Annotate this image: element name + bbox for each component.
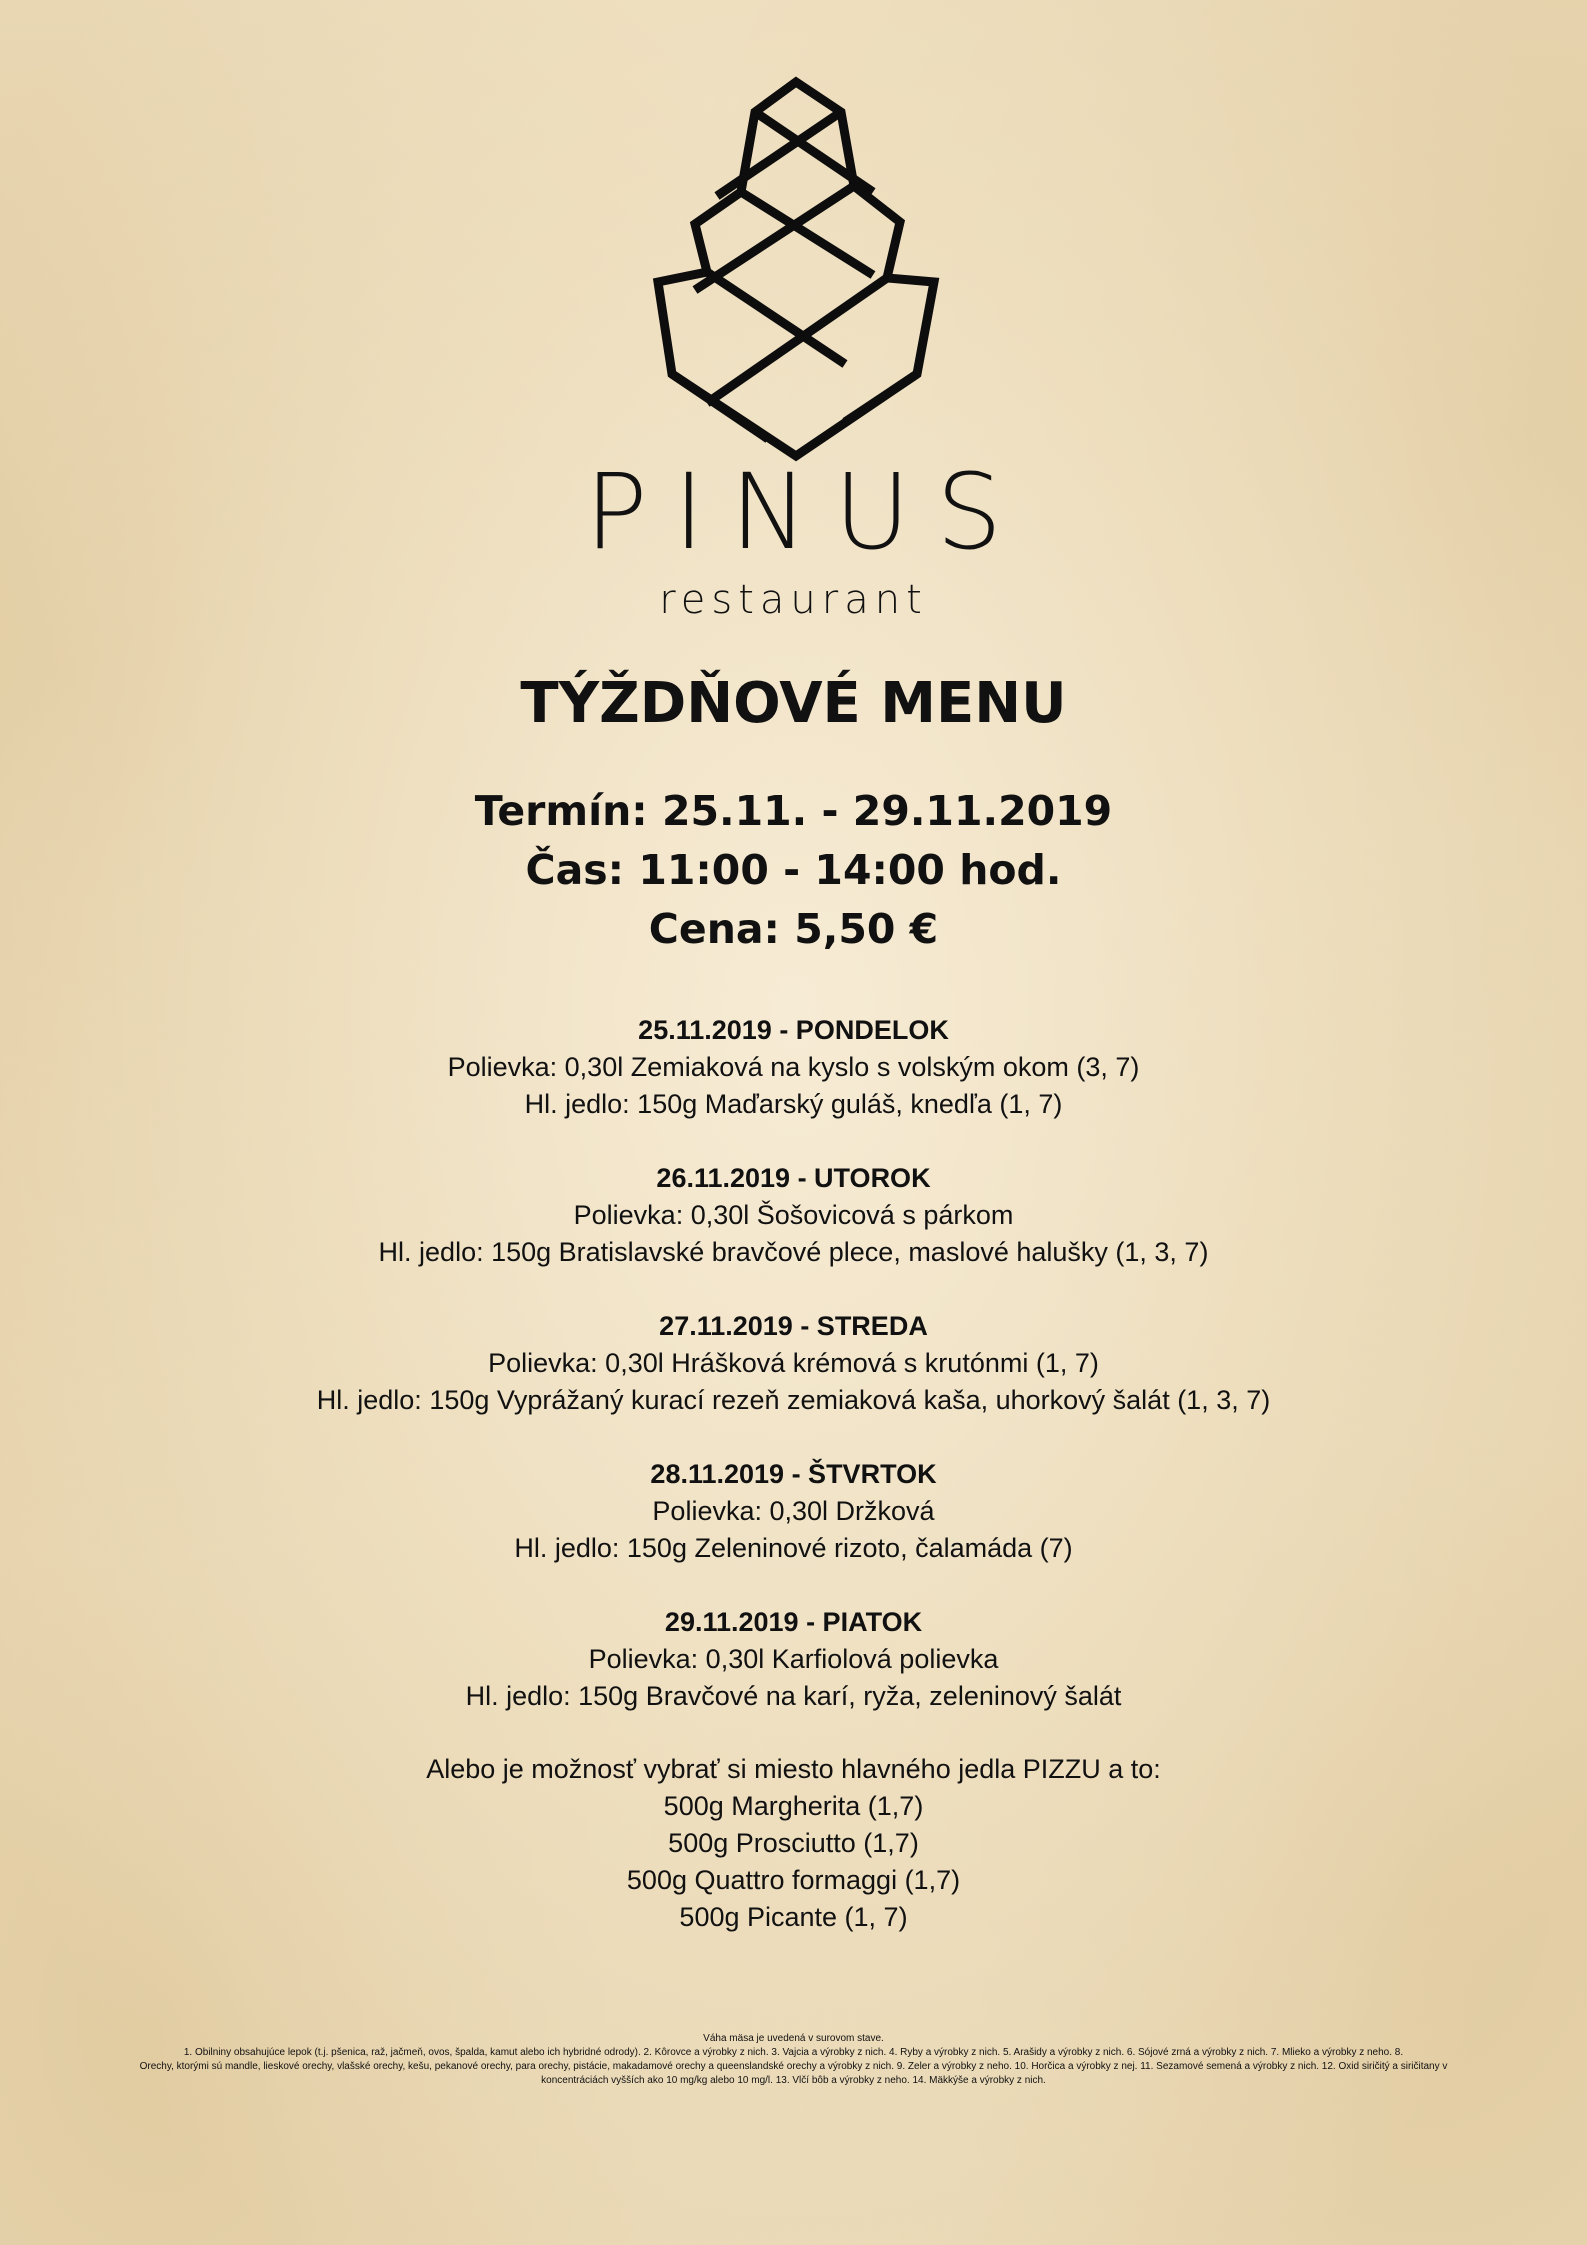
menu-term: Termín: 25.11. - 29.11.2019: [474, 787, 1113, 835]
menu-price: Cena: 5,50 €: [648, 905, 939, 953]
day-friday: [0, 1604, 1587, 1752]
day-soup: Polievka: 0,30l Držková: [652, 1496, 935, 1526]
day-main: Hl. jedlo: 150g Vyprážaný kurací rezeň zemiaková kaša, uhorkový šalát (1, 3, 7): [316, 1385, 1271, 1415]
day-main: Hl. jedlo: 150g Zeleninové rizoto, čalamáda (7): [514, 1533, 1073, 1563]
day-heading: 28.11.2019 - ŠTVRTOK: [650, 1459, 937, 1489]
day-tuesday: [0, 1160, 1587, 1308]
pizza-item: 500g Margherita (1,7): [663, 1791, 924, 1821]
menu-time: Čas: 11:00 - 14:00 hod.: [525, 846, 1062, 894]
restaurant-subtitle: restaurant: [659, 577, 928, 623]
pizza-item: 500g Prosciutto (1,7): [668, 1828, 919, 1858]
daily-menu-list: [0, 1012, 1587, 1752]
menu-info: [0, 782, 1587, 959]
weight-note: Váha mäsa je uvedená v surovom stave.: [703, 2033, 884, 2044]
day-main: Hl. jedlo: 150g Bravčové na karí, ryža, zeleninový šalát: [465, 1681, 1122, 1711]
day-monday: [0, 1012, 1587, 1160]
day-thursday: [0, 1456, 1587, 1604]
allergen-text: koncentráciách vyšších ako 10 mg/kg alebo 10 mg/l. 13. Vlčí bôb a výrobky z neho. 14. Mäkkýše a výrobky z nich.: [541, 2075, 1046, 2086]
day-heading: 25.11.2019 - PONDELOK: [638, 1015, 949, 1045]
allergen-text: Orechy, ktorými sú mandle, lieskové orechy, vlašské orechy, kešu, pekanové orechy, para orechy, pistácie, makadamové orechy a queenslandské orechy a výrobky z nich. 9. Zeler a výrobky z neho. 10. Horčica a výrobky z nej. 11. Sezamové semená a výrobky z nich. 12. Oxid siričitý a siričitany v: [139, 2061, 1448, 2072]
day-main: Hl. jedlo: 150g Bratislavské bravčové plece, maslové halušky (1, 3, 7): [378, 1237, 1209, 1267]
day-main: Hl. jedlo: 150g Maďarský guláš, knedľa (1, 7): [524, 1089, 1063, 1119]
allergen-footer: [80, 2032, 1507, 2088]
day-heading: 27.11.2019 - STREDA: [659, 1311, 928, 1341]
page-title: TÝŽDŇOVÉ MENU: [520, 671, 1067, 736]
day-soup: Polievka: 0,30l Hrášková krémová s krutónmi (1, 7): [488, 1348, 1099, 1378]
pizza-intro: Alebo je možnosť vybrať si miesto hlavného jedla PIZZU a to:: [426, 1754, 1161, 1784]
day-heading: 26.11.2019 - UTOROK: [656, 1163, 931, 1193]
pine-cone-icon: [648, 75, 944, 463]
pizza-item: 500g Picante (1, 7): [679, 1902, 908, 1932]
pizza-options: [0, 1751, 1587, 1936]
day-heading: 29.11.2019 - PIATOK: [664, 1607, 923, 1637]
day-wednesday: [0, 1308, 1587, 1456]
pizza-item: 500g Quattro formaggi (1,7): [626, 1865, 961, 1895]
day-soup: Polievka: 0,30l Zemiaková na kyslo s volským okom (3, 7): [447, 1052, 1140, 1082]
restaurant-name: PINUS: [584, 451, 1029, 573]
allergen-text: 1. Obilniny obsahujúce lepok (t.j. pšenica, raž, jačmeň, ovos, špalda, kamut alebo ich hybridné odrody). 2. Kôrovce a výrobky z nich. 3. Vajcia a výrobky z nich. 4. Ryby a výrobky z nich. 5. Arašidy a výrobky z nich. 6. Sójové zrná a výrobky z nich. 7. Mlieko a výrobky z neho. 8.: [183, 2047, 1404, 2058]
day-soup: Polievka: 0,30l Šošovicová s párkom: [573, 1200, 1014, 1230]
day-soup: Polievka: 0,30l Karfiolová polievka: [588, 1644, 999, 1674]
